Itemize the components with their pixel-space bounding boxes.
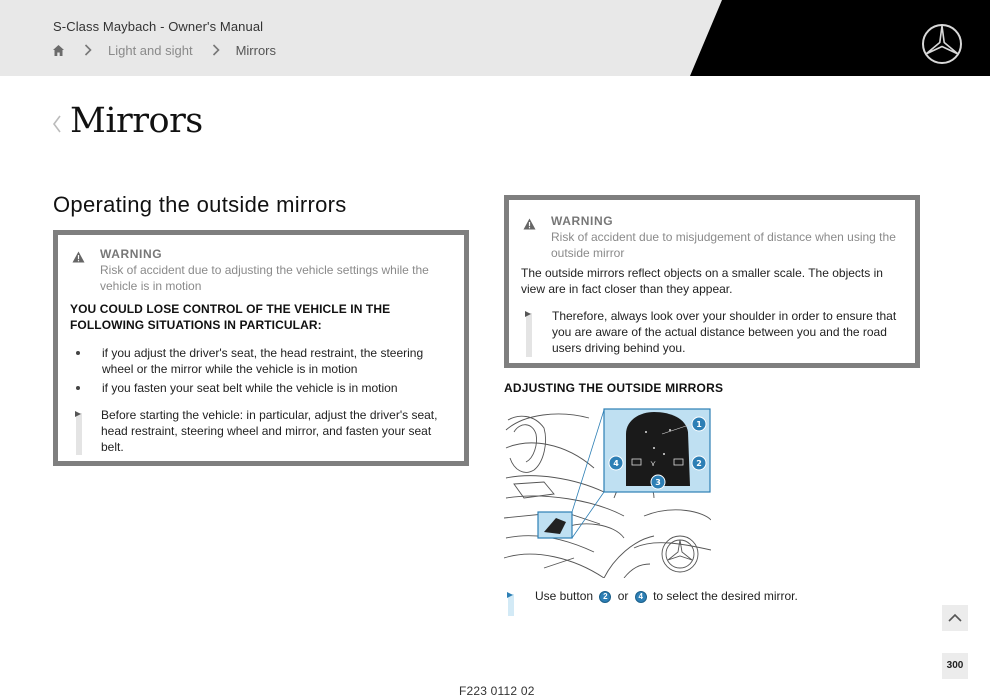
warning-caps-text: YOU COULD LOSE CONTROL OF THE VEHICLE IN THE FOLLOWING SITUATIONS IN PARTICULAR: <box>70 302 391 332</box>
warning-box-adjusting <box>53 230 469 466</box>
step-suffix: to select the desired mirror. <box>653 589 798 603</box>
callout-1: 1 <box>696 420 702 429</box>
chevron-up-icon <box>942 605 968 631</box>
chevron-right-icon <box>209 43 223 57</box>
step-text: Therefore, always look over your shoulder in order to ensure that you are aware of the actual distance between you and the road users driving behind you. <box>552 309 897 355</box>
step-arrow-icon <box>525 311 531 317</box>
warning-label: WARNING <box>100 247 163 261</box>
step-arrow-icon <box>507 592 513 598</box>
breadcrumb-item-current: Mirrors <box>235 42 277 58</box>
scroll-to-top-button[interactable] <box>942 605 968 631</box>
button-2-badge: 2 <box>599 591 611 603</box>
warning-subtitle: Risk of accident due to adjusting the vehicle settings while the vehicle is in motion <box>100 263 429 293</box>
step-prefix: Use button <box>535 589 594 603</box>
page-title: Mirrors <box>70 101 203 141</box>
back-chevron-icon[interactable] <box>50 113 64 135</box>
callout-4: 4 <box>613 459 619 468</box>
breadcrumb <box>52 41 276 59</box>
warning-box-distance <box>504 195 920 368</box>
step-text: Before starting the vehicle: in particular, adjust the driver's seat, head restraint, steering wheel and mirror, and fasten your seat belt. <box>101 408 438 454</box>
adjusting-step-text <box>535 588 915 604</box>
list-item <box>76 380 446 396</box>
mercedes-star-logo-icon <box>921 23 963 65</box>
section-title: Operating the outside mirrors <box>53 192 347 217</box>
mirror-adjust-illustration <box>504 408 711 578</box>
bullet-icon <box>76 351 80 355</box>
button-4-badge: 4 <box>635 591 647 603</box>
figure-code: F223 0112 02 <box>459 684 535 698</box>
warning-triangle-icon <box>523 217 536 229</box>
bullet-text: if you adjust the driver's seat, the head restraint, the steering wheel or the mirror while the vehicle is in motion <box>102 346 424 376</box>
step-arrow-icon <box>75 411 81 417</box>
home-icon[interactable] <box>52 44 65 57</box>
warning-label: WARNING <box>551 214 614 228</box>
warning-subtitle: Risk of accident due to misjudgement of distance when using the outside mirror <box>551 230 896 260</box>
bullet-icon <box>76 386 80 390</box>
step-or: or <box>617 589 629 603</box>
step-marker-bar <box>526 313 532 357</box>
warning-body-text: The outside mirrors reflect objects on a smaller scale. The objects in view are in fact closer than they appear. <box>521 266 883 296</box>
bullet-text: if you fasten your seat belt while the vehicle is in motion <box>102 381 398 395</box>
warning-triangle-icon <box>72 250 85 262</box>
chevron-right-icon <box>81 43 95 57</box>
callout-3: 3 <box>655 478 661 487</box>
app-title: S-Class Maybach - Owner's Manual <box>53 19 264 34</box>
page-number-badge: 300 <box>942 653 968 679</box>
list-item <box>76 345 446 377</box>
step-marker-bar <box>76 413 82 455</box>
svg-text:⋎: ⋎ <box>650 459 656 468</box>
adjusting-heading: ADJUSTING THE OUTSIDE MIRRORS <box>504 381 724 395</box>
breadcrumb-item-light-and-sight[interactable]: Light and sight <box>108 42 193 58</box>
header <box>0 0 990 76</box>
callout-2: 2 <box>696 459 702 468</box>
